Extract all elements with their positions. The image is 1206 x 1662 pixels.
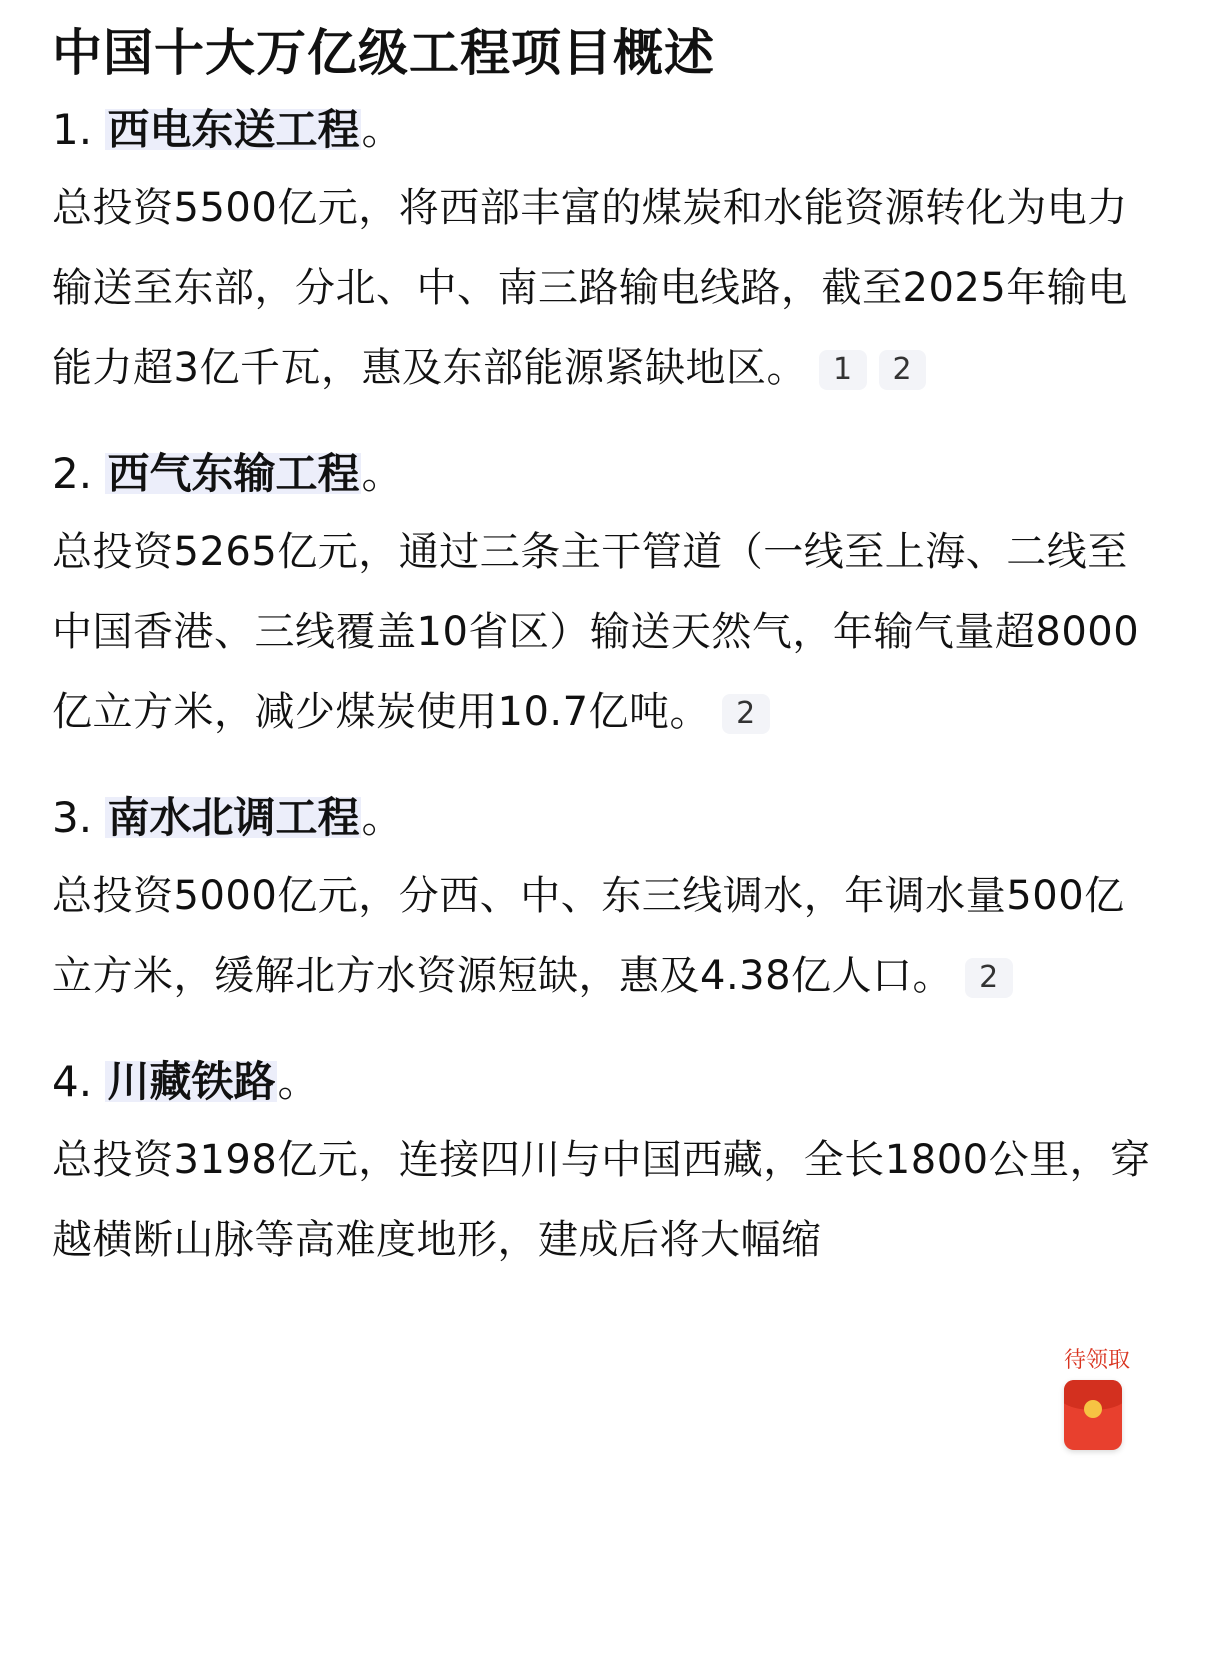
citation-badge[interactable]: 2 [722,694,770,734]
citation-badge[interactable]: 1 [819,350,867,390]
section-body [52,512,1152,752]
citation-badge[interactable]: 2 [965,958,1013,998]
section-heading [52,444,1152,504]
section-punct: 。 [361,449,404,498]
section-4 [52,1052,1152,1280]
page-title: 中国十大万亿级工程项目概述 [52,24,715,82]
section-heading [52,788,1152,848]
section-body-text: 总投资5500亿元，将西部丰富的煤炭和水能资源转化为电力输送至东部，分北、中、南三路输电线路，截至2025年输电能力超3亿千瓦，惠及东部能源紧缺地区。 [52,185,1128,391]
section-number: 4. [52,1057,93,1106]
section-punct: 。 [277,1057,320,1106]
section-name: 西电东送工程 [107,105,360,154]
section-name: 南水北调工程 [107,793,360,842]
section-body [52,168,1152,408]
red-envelope-coin [1084,1400,1102,1418]
article [52,22,1152,1316]
section-body-text: 总投资3198亿元，连接四川与中国西藏，全长1800公里，穿越横断山脉等高难度地形，建成后将大幅缩 [52,1137,1151,1263]
section-number: 1. [52,105,93,154]
section-3 [52,788,1152,1016]
citation-badge[interactable]: 2 [879,350,927,390]
section-body [52,1120,1152,1280]
section-heading [52,1052,1152,1112]
section-body [52,856,1152,1016]
section-1 [52,100,1152,408]
red-envelope-icon[interactable] [1064,1380,1122,1450]
section-punct: 。 [361,793,404,842]
section-heading [52,100,1152,160]
red-packet-label: 待领取 [1063,1348,1130,1373]
section-punct: 。 [361,105,404,154]
section-number: 2. [52,449,93,498]
section-name: 川藏铁路 [107,1057,276,1106]
section-2 [52,444,1152,752]
section-name: 西气东输工程 [107,449,360,498]
section-number: 3. [52,793,93,842]
red-packet-widget[interactable] [1054,1346,1140,1456]
section-body-text: 总投资5265亿元，通过三条主干管道（一线至上海、二线至中国香港、三线覆盖10省区）输送天然气，年输气量超8000亿立方米，减少煤炭使用10.7亿吨。 [52,529,1140,735]
section-body-text: 总投资5000亿元，分西、中、东三线调水，年调水量500亿立方米，缓解北方水资源短缺，惠及4.38亿人口。 [52,873,1125,999]
